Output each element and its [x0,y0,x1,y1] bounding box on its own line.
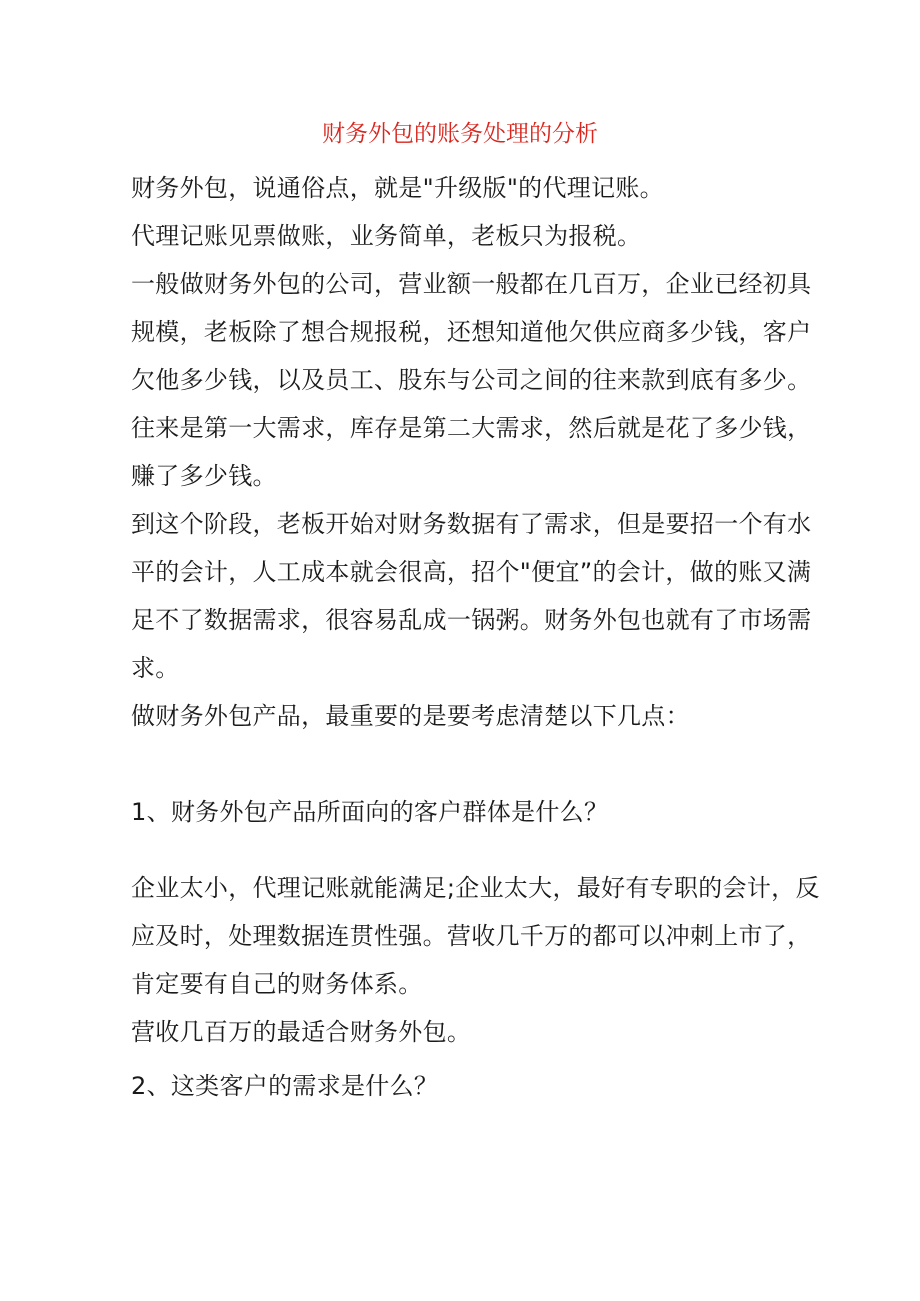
question-1-section [131,788,821,836]
question-2-section [131,1062,821,1110]
document-title: 财务外包的账务处理的分析 [322,121,598,147]
question-heading: 1、财务外包产品所面向的客户群体是什么？ [131,798,609,826]
paragraph: 做财务外包产品，最重要的是要考虑清楚以下几点： [131,702,690,730]
paragraph: 营收几百万的最适合财务外包。 [131,1018,472,1046]
answer-1-section [131,864,821,1056]
paragraph: 一般做财务外包的公司，营业额一般都在几百万，企业已经初具规模，老板除了想合规报税，还想知道他欠供应商多少钱，客户欠他多少钱，以及员工、股东与公司之间的往来款到底有多少。 [131,270,812,394]
intro-section [131,164,821,740]
paragraph: 到这个阶段，老板开始对财务数据有了需求，但是要招一个有水平的会计，人工成本就会很高，招个"便宜”的会计，做的账又满足不了数据需求，很容易乱成一锅粥。财务外包也就有了市场需求。 [131,510,812,682]
question-heading: 2、这类客户的需求是什么？ [131,1072,439,1100]
paragraph: 代理记账见票做账，业务简单，老板只为报税。 [131,222,642,250]
paragraph: 往来是第一大需求，库存是第二大需求，然后就是花了多少钱，赚了多少钱。 [131,414,812,490]
paragraph: 企业太小，代理记账就能满足;企业太大，最好有专职的会计，反应及时，处理数据连贯性强。营收几千万的都可以冲刺上市了，肯定要有自己的财务体系。 [131,874,820,998]
paragraph: 财务外包，说通俗点，就是"升级版"的代理记账。 [131,174,664,202]
